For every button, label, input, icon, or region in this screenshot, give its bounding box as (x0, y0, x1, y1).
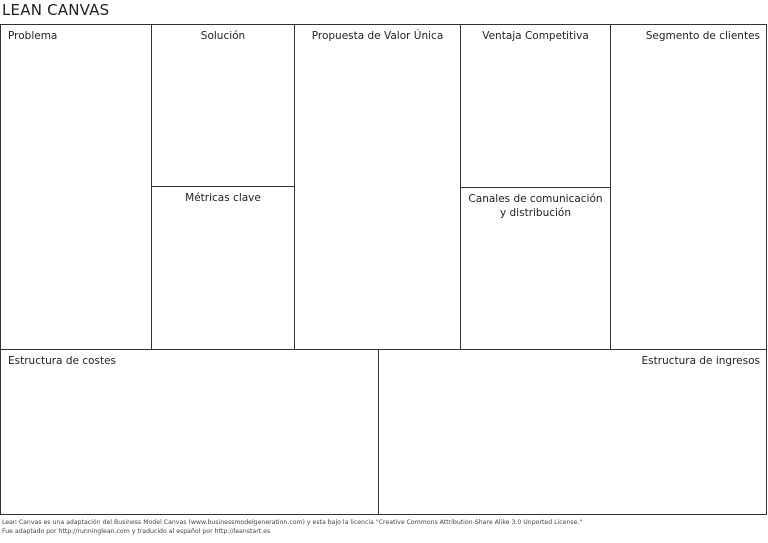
block-ventaja-competitiva[interactable] (460, 24, 611, 188)
license-footer-line1: Lean Canvas es una adaptación del Business Model Canvas (www.businessmodelgeneration.com) y esta bajo la licencia "Creative Commons Attribution-Share Alike 3.0 Unported License." (2, 519, 583, 526)
block-canales-label-line1: Canales de comunicación (468, 193, 603, 205)
block-problema-label: Problema (8, 30, 58, 42)
block-segmento-clientes[interactable] (610, 24, 767, 350)
license-footer-line2: Fue adaptado por http://runninglean.com y traducido al español por http://leanstart.es (2, 528, 271, 535)
block-propuesta-valor[interactable] (294, 24, 461, 350)
block-propuesta-valor-label: Propuesta de Valor Única (311, 30, 444, 42)
license-footer (2, 518, 582, 536)
block-metricas-clave-label: Métricas clave (185, 192, 261, 204)
block-canales-label-line2: y distribución (499, 207, 572, 219)
block-solucion-label: Solución (200, 30, 246, 42)
block-solucion[interactable] (151, 24, 295, 187)
block-estructura-ingresos[interactable] (378, 349, 767, 515)
block-ventaja-competitiva-label: Ventaja Competitiva (482, 30, 589, 42)
page-title: LEAN CANVAS (2, 1, 110, 19)
block-metricas-clave[interactable] (151, 186, 295, 350)
block-problema[interactable] (0, 24, 152, 350)
block-segmento-clientes-label: Segmento de clientes (645, 30, 760, 42)
lean-canvas-grid (0, 24, 767, 515)
block-canales[interactable] (460, 187, 611, 350)
block-estructura-costes[interactable] (0, 349, 379, 515)
block-estructura-costes-label: Estructura de costes (8, 355, 117, 367)
block-canales-label (461, 192, 610, 220)
block-estructura-ingresos-label: Estructura de ingresos (641, 355, 760, 367)
